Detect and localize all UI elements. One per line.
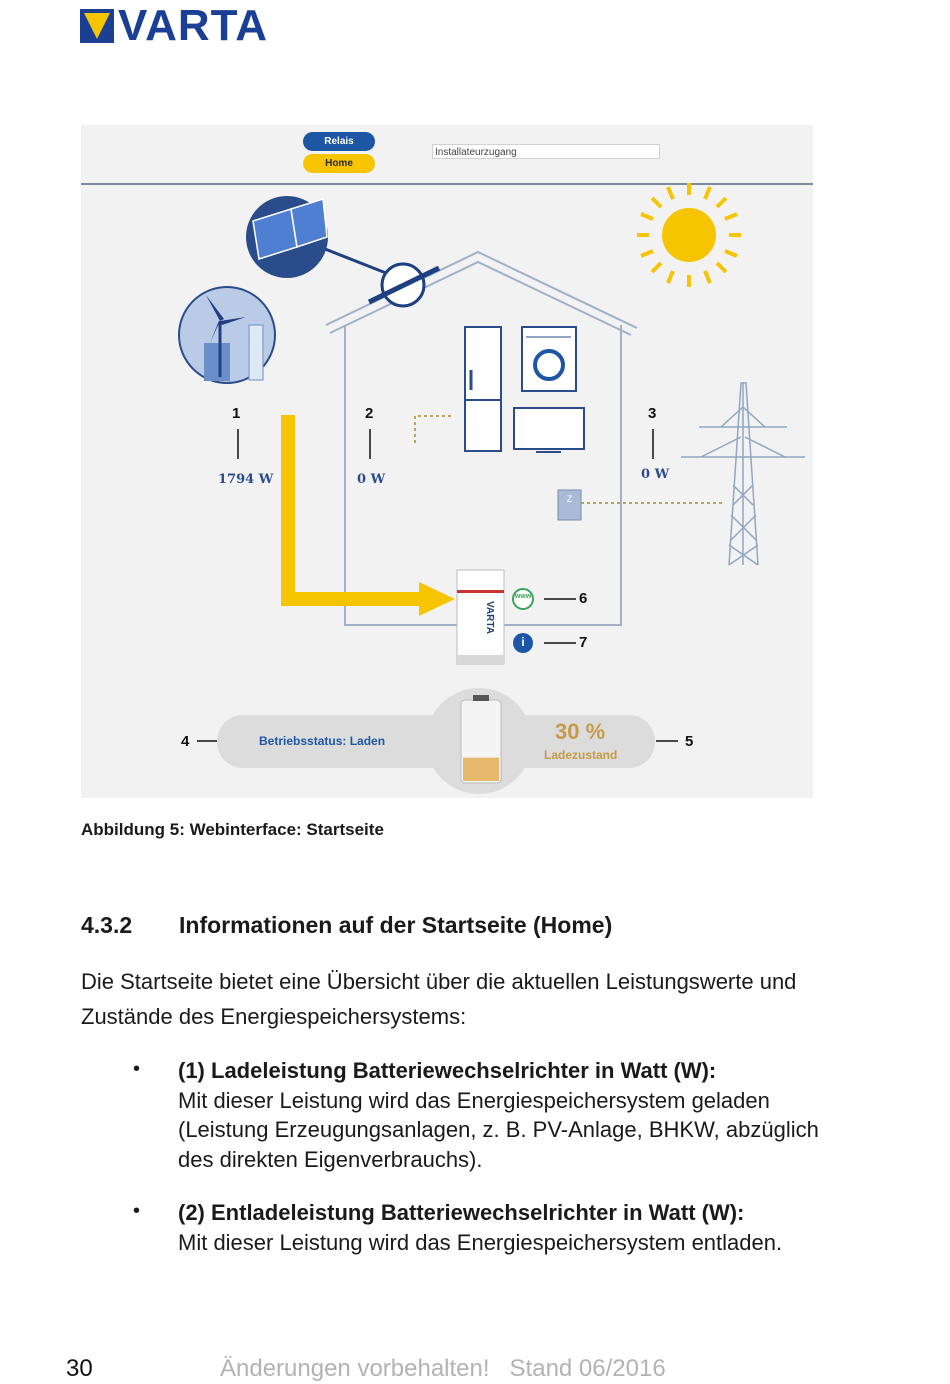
bullet-item bbox=[178, 1056, 858, 1174]
charge-flow-arrow bbox=[288, 415, 455, 616]
callout-7: 7 bbox=[579, 634, 588, 651]
callout-2: 2 bbox=[365, 405, 374, 422]
battery-level-icon bbox=[461, 695, 501, 783]
www-label[interactable]: www bbox=[514, 593, 532, 600]
discharge-power-value: 0 W bbox=[357, 472, 386, 487]
figure-caption: Abbildung 5: Webinterface: Startseite bbox=[81, 820, 384, 839]
bullet-dot: • bbox=[133, 1058, 141, 1080]
footer-note bbox=[220, 1355, 686, 1383]
operating-status: Betriebsstatus: Laden bbox=[259, 734, 386, 748]
bullet-dot: • bbox=[133, 1200, 141, 1222]
section-heading bbox=[81, 912, 612, 939]
bullet-text: Mit dieser Leistung wird das Energiespeichersystem entladen. bbox=[178, 1229, 783, 1255]
bullet-title: (2) Entladeleistung Batteriewechselrichter in Watt (W): bbox=[178, 1200, 745, 1225]
section-number: 4.3.2 bbox=[81, 912, 133, 938]
charge-percent: 30 % bbox=[555, 719, 606, 744]
callout-3: 3 bbox=[648, 405, 657, 422]
callout-6: 6 bbox=[579, 590, 588, 607]
info-label[interactable]: i bbox=[521, 635, 525, 649]
consumer-dotted-line bbox=[415, 416, 453, 443]
varta-logo bbox=[80, 1, 269, 50]
meter-letter: Z bbox=[566, 494, 573, 504]
energy-flow-diagram bbox=[81, 125, 813, 798]
fridge-icon bbox=[465, 327, 501, 451]
wind-generator-icon bbox=[179, 287, 275, 383]
charge-power-value: 1794 W bbox=[218, 472, 274, 487]
section-title: Informationen auf der Startseite (Home) bbox=[179, 912, 613, 938]
battery-storage-icon bbox=[457, 570, 504, 664]
brand-name: VARTA bbox=[118, 1, 269, 50]
callout-4: 4 bbox=[181, 733, 190, 750]
bullet-text: Mit dieser Leistung wird das Energiespeichersystem geladen (Leistung Erzeugungsanlagen, z. B. PV-Anlage, BHKW, abzüglich des direkten Eigenverbrauchs). bbox=[178, 1087, 819, 1172]
bullet-item bbox=[178, 1198, 858, 1257]
sun-icon bbox=[637, 183, 741, 287]
pv-panel-icon bbox=[246, 196, 386, 278]
callout-5: 5 bbox=[685, 733, 694, 750]
varta-shield-icon bbox=[80, 9, 114, 43]
page-number: 30 bbox=[66, 1355, 93, 1382]
webinterface-figure bbox=[81, 125, 813, 798]
intro-paragraph: Die Startseite bietet eine Übersicht über die aktuellen Leistungswerte und Zustände des Energiespeichersystems: bbox=[81, 969, 797, 1029]
home-button[interactable]: Home bbox=[303, 154, 375, 173]
callout-1: 1 bbox=[232, 405, 241, 422]
footer-stand: Stand 06/2016 bbox=[509, 1355, 666, 1382]
bullet-title: (1) Ladeleistung Batteriewechselrichter in Watt (W): bbox=[178, 1058, 717, 1083]
installer-access-field[interactable]: Installateurzugang bbox=[432, 144, 660, 159]
charge-state-label: Ladezustand bbox=[544, 748, 618, 762]
tv-icon bbox=[514, 408, 584, 452]
grid-power-value: 0 W bbox=[641, 467, 670, 482]
battery-fill-level bbox=[463, 758, 499, 781]
footer-disclaimer: Änderungen vorbehalten! bbox=[220, 1355, 490, 1382]
battery-brand-label: VARTA bbox=[484, 601, 495, 634]
power-pylon-icon bbox=[681, 383, 805, 565]
relais-button[interactable]: Relais bbox=[303, 132, 375, 151]
washing-machine-icon bbox=[522, 327, 576, 391]
